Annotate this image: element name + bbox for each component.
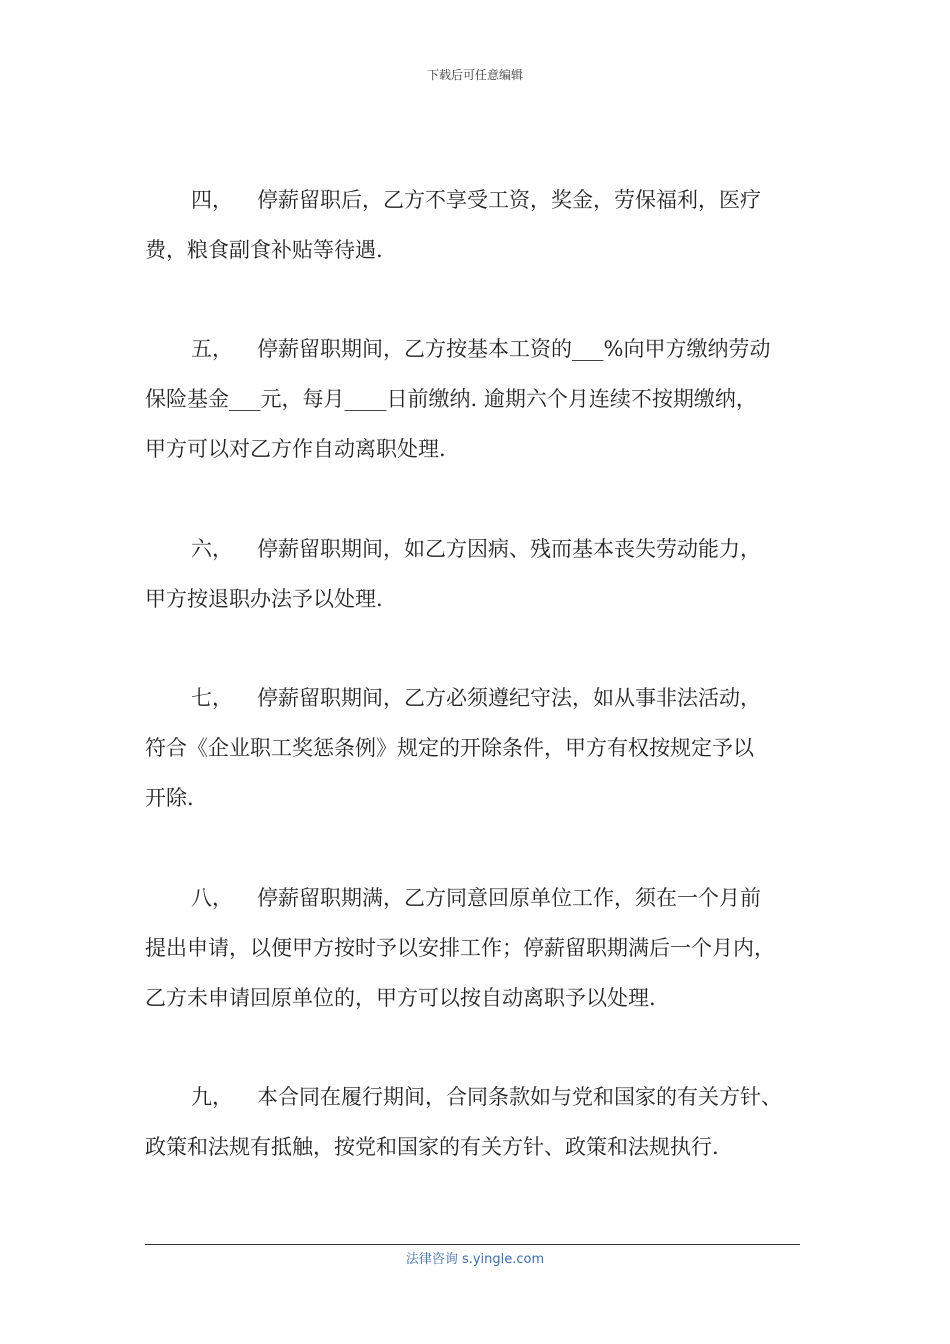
clause-line xyxy=(145,873,810,923)
clause-line xyxy=(145,1072,810,1122)
clause-line xyxy=(145,524,810,574)
clause-number: 六， xyxy=(191,537,233,561)
clause-line: 政策和法规有抵触，按党和国家的有关方针、政策和法规执行. xyxy=(145,1135,719,1159)
clause-line xyxy=(145,324,810,374)
clause-line: 开除. xyxy=(145,786,194,810)
clause-text: 停薪留职期间，如乙方因病、残而基本丧失劳动能力， xyxy=(257,537,761,561)
header-note: 下载后可任意编辑 xyxy=(426,68,523,82)
clause-line: 保险基金___元，每月____日前缴纳. 逾期六个月连续不按期缴纳， xyxy=(145,387,757,411)
clause-text: 停薪留职期间，乙方按基本工资的___%向甲方缴纳劳动 xyxy=(257,337,771,361)
clause-number: 九， xyxy=(191,1085,233,1109)
footer-divider xyxy=(145,1244,800,1245)
clause-line: 费，粮食副食补贴等待遇. xyxy=(145,238,383,262)
clause-7 xyxy=(145,673,810,823)
clause-line: 提出申请，以便甲方按时予以安排工作；停薪留职期满后一个月内， xyxy=(145,936,775,960)
clause-number: 五， xyxy=(191,337,233,361)
footer-link[interactable]: 法律咨询 s.yingle.com xyxy=(405,1252,545,1267)
clause-text: 停薪留职后，乙方不享受工资，奖金，劳保福利，医疗 xyxy=(257,188,761,212)
clause-number: 八， xyxy=(191,886,233,910)
clause-5 xyxy=(145,324,810,474)
clause-4 xyxy=(145,175,810,275)
clause-number: 七， xyxy=(191,686,233,710)
clause-line: 甲方按退职办法予以处理. xyxy=(145,587,383,611)
clause-line: 符合《企业职工奖惩条例》规定的开除条件，甲方有权按规定予以 xyxy=(145,736,754,760)
clause-text: 停薪留职期间，乙方必须遵纪守法，如从事非法活动， xyxy=(257,686,761,710)
clause-6 xyxy=(145,524,810,624)
clause-text: 停薪留职期满，乙方同意回原单位工作，须在一个月前 xyxy=(257,886,761,910)
clause-line: 乙方未申请回原单位的，甲方可以按自动离职予以处理. xyxy=(145,986,656,1010)
clause-text: 本合同在履行期间，合同条款如与党和国家的有关方针、 xyxy=(257,1085,782,1109)
clause-number: 四， xyxy=(191,188,233,212)
clause-line: 甲方可以对乙方作自动离职处理. xyxy=(145,437,446,461)
clause-9 xyxy=(145,1072,810,1172)
clause-8 xyxy=(145,873,810,1023)
clause-line xyxy=(145,175,810,225)
clause-line xyxy=(145,673,810,723)
